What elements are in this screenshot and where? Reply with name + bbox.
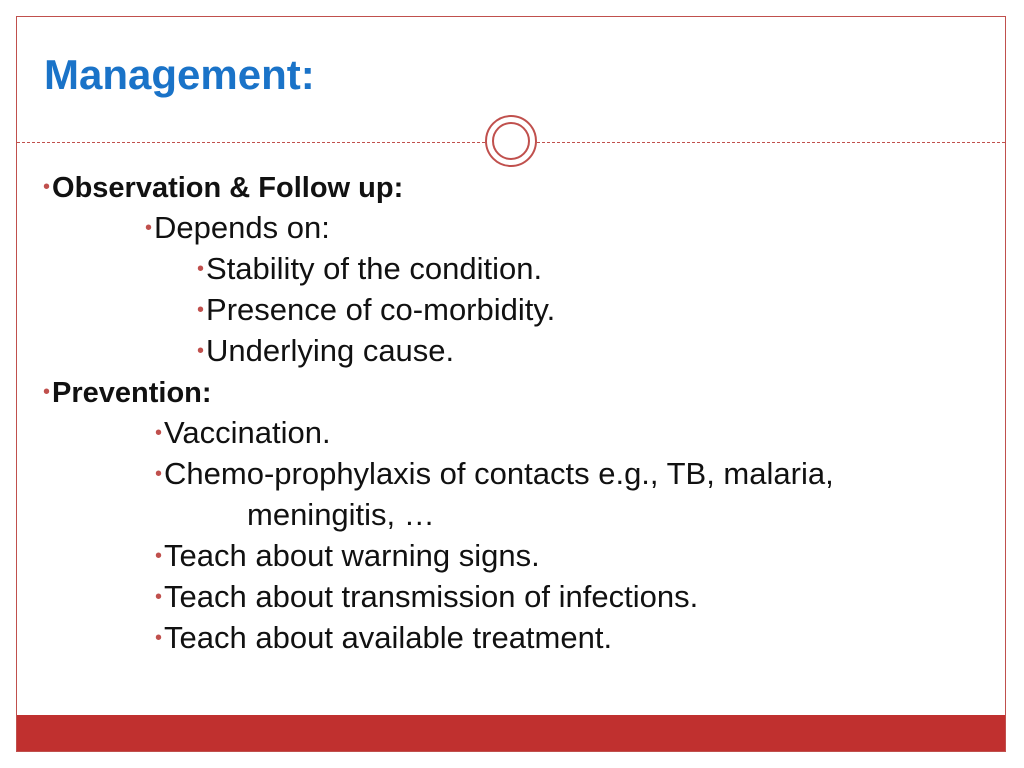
list-item [155, 577, 698, 621]
list-item-text: Chemo-prophylaxis of contacts e.g., TB, malaria, [164, 456, 834, 491]
bullet-icon: • [155, 545, 163, 567]
circle-ornament-inner [492, 122, 530, 160]
list-item [197, 331, 454, 375]
list-item-heading [43, 167, 403, 211]
bullet-icon: • [155, 422, 163, 444]
list-item [197, 249, 542, 293]
list-item-text: Presence of co-morbidity. [206, 292, 556, 327]
footer-bar [17, 715, 1005, 751]
list-item-text: Teach about available treatment. [164, 620, 613, 655]
bullet-icon: • [197, 340, 205, 362]
list-item-text: Underlying cause. [206, 333, 455, 368]
list-item [155, 536, 540, 580]
bullet-icon: • [155, 586, 163, 608]
section-heading-observation: Observation & Follow up: [52, 172, 404, 204]
list-item [155, 413, 331, 457]
bullet-icon: • [145, 217, 153, 239]
bullet-icon: • [197, 299, 205, 321]
list-item [155, 454, 834, 498]
bullet-icon: • [155, 627, 163, 649]
list-item-text: Teach about transmission of infections. [164, 579, 699, 614]
list-item-text: Teach about warning signs. [164, 538, 540, 573]
circle-ornament-icon [485, 115, 537, 167]
list-item-text: meningitis, … [247, 497, 435, 532]
list-item [145, 208, 330, 252]
list-item-text: Vaccination. [164, 415, 331, 450]
list-item-text: Stability of the condition. [206, 251, 543, 286]
list-item [155, 618, 612, 662]
list-item-heading [43, 372, 212, 416]
bullet-icon: • [43, 381, 51, 403]
bullet-icon: • [155, 463, 163, 485]
slide-title: Management: [44, 51, 315, 98]
slide [16, 16, 1006, 752]
depends-on-label: Depends on: [154, 210, 330, 245]
list-item [197, 290, 555, 334]
section-heading-prevention: Prevention: [52, 377, 212, 409]
list-item-continuation [247, 495, 435, 535]
bullet-icon: • [43, 176, 51, 198]
bullet-icon: • [197, 258, 205, 280]
